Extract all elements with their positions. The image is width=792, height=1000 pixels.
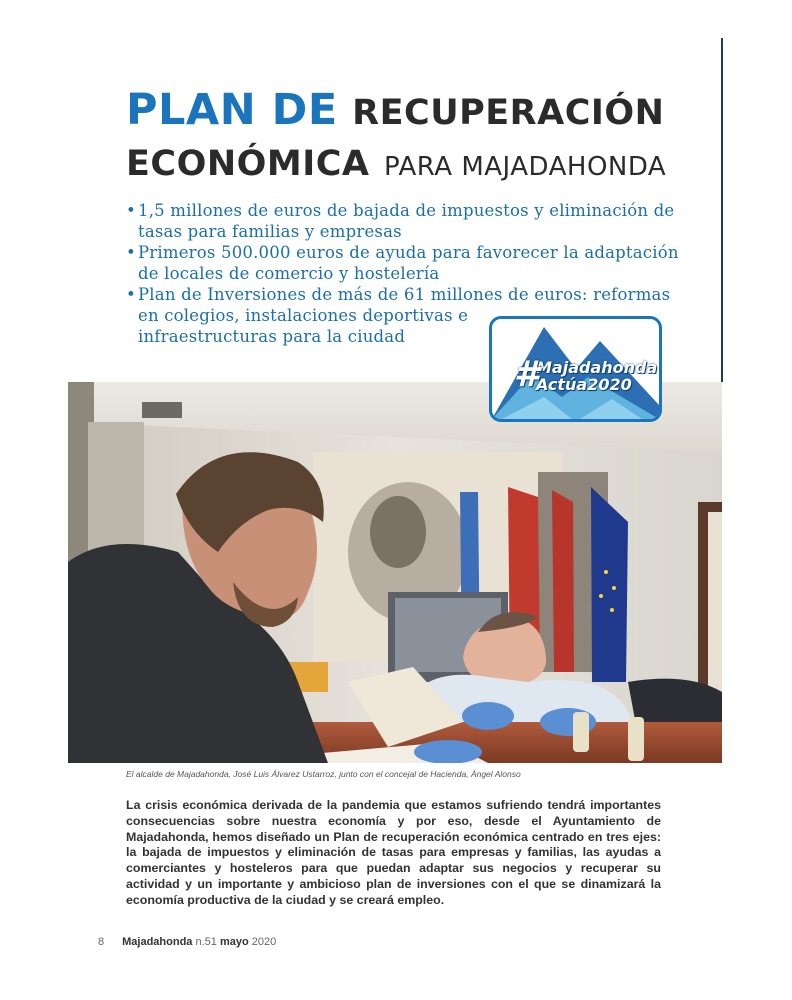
page-title bbox=[126, 86, 666, 192]
logo-hashtag bbox=[514, 354, 658, 395]
page-number: 8 bbox=[98, 936, 105, 948]
hash-icon: # bbox=[514, 354, 540, 395]
highlight-line: tasas para familias y empresas bbox=[138, 222, 402, 241]
title-light: PARA MAJADAHONDA bbox=[383, 152, 667, 182]
title-dark-2: ECONÓMICA bbox=[126, 144, 370, 184]
bullet-dot: • bbox=[126, 201, 136, 220]
meeting-photo bbox=[68, 382, 722, 763]
bullet-dot: • bbox=[126, 285, 136, 304]
issue-month: mayo bbox=[219, 936, 249, 948]
bullet-dot: • bbox=[126, 243, 136, 262]
photo-caption: El alcalde de Majadahonda, José Luis Álvarez Ustarroz, junto con el concejal de Hacienda, Ángel Alonso bbox=[126, 769, 521, 779]
page-footer bbox=[98, 936, 276, 948]
campaign-logo bbox=[489, 316, 662, 422]
highlight-line: 1,5 millones de euros de bajada de impuestos y eliminación de bbox=[138, 201, 675, 220]
issue-year: 2020 bbox=[251, 936, 277, 948]
title-dark-1: RECUPERACIÓN bbox=[352, 93, 665, 133]
title-blue: PLAN DE bbox=[126, 85, 338, 135]
highlight-line: Primeros 500.000 euros de ayuda para favorecer la adaptación bbox=[138, 243, 679, 262]
meeting-photo-illustration bbox=[68, 382, 722, 763]
intro-paragraph: La crisis económica derivada de la pandemia que estamos sufriendo tendrá importantes consecuencias sobre nuestra economía y por eso, desde el Ayuntamiento de Majadahonda, hemos diseñado un Plan de recuperación económica centrado en tres ejes: la bajada de impuestos y eliminación de tasas para empresas y familias, las ayudas a comerciantes y hosteleros para que puedan adaptar sus negocios y recuperar su actividad y un importante y ambicioso plan de inversiones con el que se dinamizará la economía productiva de la ciudad y se creará empleo. bbox=[126, 798, 661, 907]
highlight-item-aid bbox=[126, 242, 686, 284]
logo-line-1: Majadahonda bbox=[536, 358, 658, 377]
magazine-name: Majadahonda bbox=[122, 936, 193, 948]
issue-number: n.51 bbox=[195, 936, 217, 948]
highlight-line: de locales de comercio y hostelería bbox=[138, 264, 440, 283]
vertical-rule bbox=[721, 38, 723, 382]
logo-line-2: Actúa2020 bbox=[536, 375, 632, 394]
highlight-line: Plan de Inversiones de más de 61 millones de euros: reformas bbox=[138, 285, 671, 304]
highlight-item-taxes bbox=[126, 200, 686, 242]
highlight-line: en colegios, instalaciones deportivas e bbox=[138, 306, 469, 325]
highlight-line: infraestructuras para la ciudad bbox=[138, 327, 406, 346]
